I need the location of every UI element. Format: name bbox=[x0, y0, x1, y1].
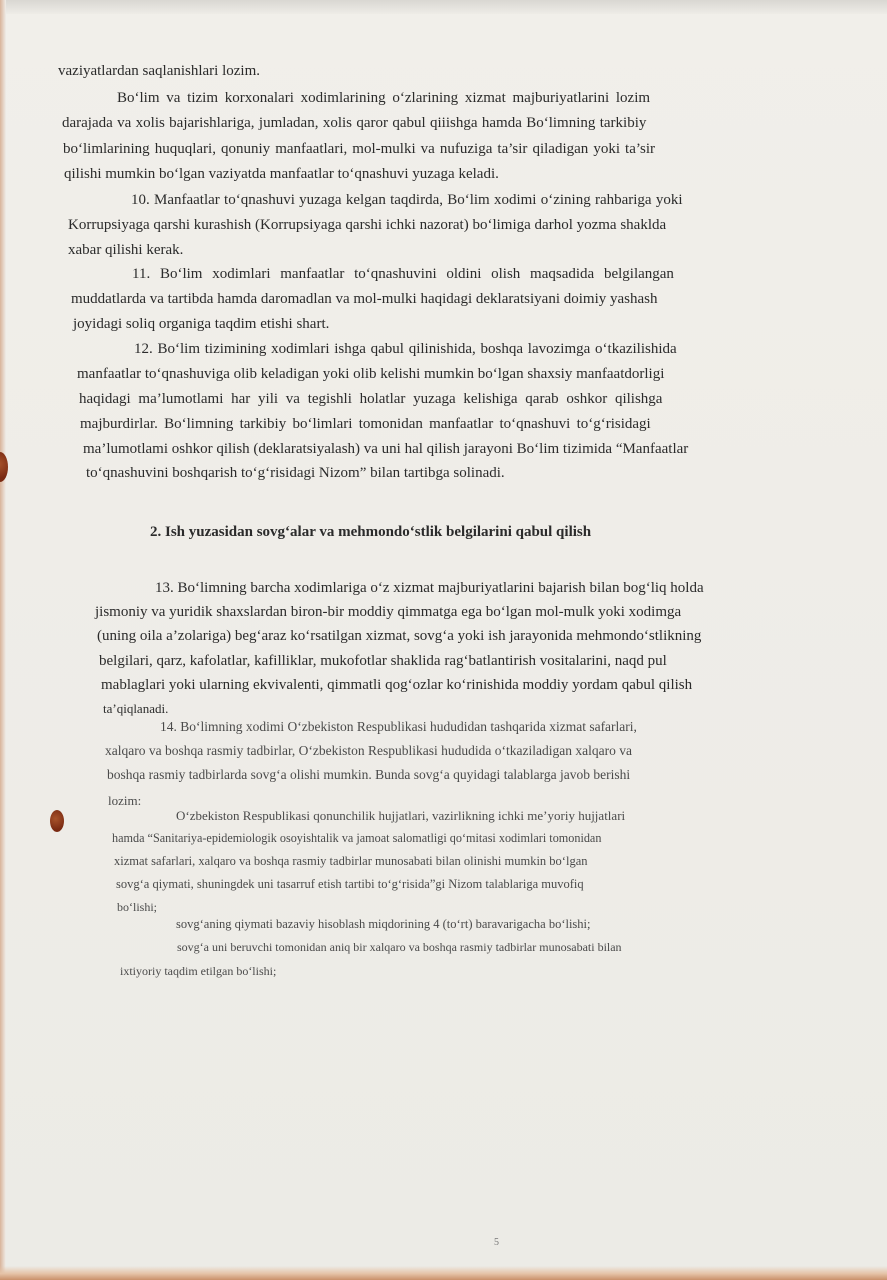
text-line: qilishi mumkin bo‘lgan vaziyatda manfaatlar to‘qnashuvi yuzaga keladi. bbox=[64, 166, 499, 182]
text-line: ixtiyoriy taqdim etilgan bo‘lishi; bbox=[120, 964, 277, 978]
text-line: Bo‘lim va tizim korxonalari xodimlarining o‘zlarining xizmat majburiyatlarini lozim bbox=[117, 90, 651, 106]
text-line: bo‘limlarining huquqlari, qonuniy manfaatlari, mol-mulki va nufuziga ta’sir qiladigan yoki ta’sir bbox=[63, 141, 656, 157]
text-line: majburdirlar. Bo‘limning tarkibiy bo‘limlari tomonidan manfaatlar to‘qnashuvi to‘g‘risidagi bbox=[80, 416, 651, 432]
page-number: 5 bbox=[494, 1237, 499, 1248]
text-line: to‘qnashuvini boshqarish to‘g‘risidagi Nizom” bilan tartibga solinadi. bbox=[86, 465, 505, 481]
text-line: xizmat safarlari, xalqaro va boshqa rasmiy tadbirlar munosabati bilan olinishi mumkin bo‘lgan bbox=[114, 854, 588, 868]
scan-bottom-edge bbox=[0, 1266, 887, 1280]
text-line: haqidagi ma’lumotlami har yili va tegishli holatlar yuzaga kelishiga qarab oshkor qilishga bbox=[79, 391, 663, 407]
text-line: darajada va xolis bajarishlariga, jumladan, xolis qaror qabul qiiishga hamda Bo‘limning tarkibiy bbox=[62, 115, 647, 131]
text-line: lozim: bbox=[108, 793, 142, 808]
section-heading: 2. Ish yuzasidan sovg‘alar va mehmondo‘stlik belgilarini qabul qilish bbox=[150, 524, 592, 540]
text-line: muddatlarda va tartibda hamda daromadlan va mol-mulki haqidagi deklaratsiyani doimiy yashash bbox=[71, 291, 658, 307]
text-line: O‘zbekiston Respublikasi qonunchilik hujjatlari, vazirlikning ichki me’yoriy hujjatlari bbox=[176, 808, 626, 823]
text-line: bo‘lishi; bbox=[117, 900, 158, 914]
text-line: vaziyatlardan saqlanishlari lozim. bbox=[58, 63, 261, 79]
text-line: xalqaro va boshqa rasmiy tadbirlar, O‘zbekiston Respublikasi hududida o‘tkaziladigan xalqaro va bbox=[105, 743, 632, 758]
text-line: belgilari, qarz, kafolatlar, kafilliklar, mukofotlar shaklida rag‘batlantirish vositalarini, naqd pul bbox=[99, 653, 667, 669]
text-line: Korrupsiyaga qarshi kurashish (Korrupsiyaga qarshi ichki nazorat) bo‘limiga darhol yozma shaklda bbox=[68, 217, 667, 233]
text-line: sovg‘a uni beruvchi tomonidan aniq bir xalqaro va boshqa rasmiy tadbirlar munosabati bilan bbox=[177, 940, 622, 954]
text-line: mablaglari yoki ularning ekvivalenti, qimmatli qog‘ozlar ko‘rinishida moddiy yordam qabul qilish bbox=[101, 677, 693, 693]
text-line: 13. Bo‘limning barcha xodimlariga o‘z xizmat majburiyatlarini bajarish bilan bog‘liq holda bbox=[155, 580, 704, 596]
text-line: joyidagi soliq organiga taqdim etishi shart. bbox=[73, 316, 330, 332]
text-line: manfaatlar to‘qnashuviga olib keladigan yoki olib kelishi mumkin bo‘lgan shaxsiy manfaatdorligi bbox=[77, 366, 665, 382]
text-line: jismoniy va yuridik shaxslardan biron-bir moddiy qimmatga ega bo‘lgan mol-mulk yoki xodimga bbox=[95, 604, 682, 620]
text-line: hamda “Sanitariya-epidemiologik osoyishtalik va jamoat salomatligi qo‘mitasi xodimlari tomonidan bbox=[112, 831, 602, 845]
text-line: sovg‘a qiymati, shuningdek uni tasarruf etish tartibi to‘g‘risida”gi Nizom talablariga muvofiq bbox=[116, 877, 584, 891]
punch-hole-top bbox=[0, 452, 8, 482]
text-line: 14. Bo‘limning xodimi O‘zbekiston Respublikasi hududidan tashqarida xizmat safarlari, bbox=[160, 719, 637, 734]
punch-hole-bottom bbox=[50, 810, 64, 832]
text-line: ta’qiqlanadi. bbox=[103, 701, 169, 716]
text-line: ma’lumotlami oshkor qilish (deklaratsiyalash) va uni hal qilish jarayoni Bo‘lim tizimida “Manfaatlar bbox=[83, 441, 689, 457]
text-line: boshqa rasmiy tadbirlarda sovg‘a olishi mumkin. Bunda sovg‘a quyidagi talablarga javob berishi bbox=[107, 767, 631, 782]
text-line: 12. Bo‘lim tizimining xodimlari ishga qabul qilinishida, boshqa lavozimga o‘tkazilishida bbox=[134, 341, 677, 357]
text-line: 11. Bo‘lim xodimlari manfaatlar to‘qnashuvini oldini olish maqsadida belgilangan bbox=[132, 266, 674, 282]
text-line: sovg‘aning qiymati bazaviy hisoblash miqdorining 4 (to‘rt) baravarigacha bo‘lishi; bbox=[176, 917, 591, 931]
text-line: xabar qilishi kerak. bbox=[68, 242, 184, 258]
text-line: (uning oila a’zolariga) beg‘araz ko‘rsatilgan xizmat, sovg‘a yoki ish jarayonida mehmondo‘stlikning bbox=[97, 628, 702, 644]
scan-top-band bbox=[0, 0, 887, 14]
scan-left-edge bbox=[0, 0, 6, 1280]
text-line: 10. Manfaatlar to‘qnashuvi yuzaga kelgan taqdirda, Bo‘lim xodimi o‘zining rahbariga yoki bbox=[131, 192, 683, 208]
